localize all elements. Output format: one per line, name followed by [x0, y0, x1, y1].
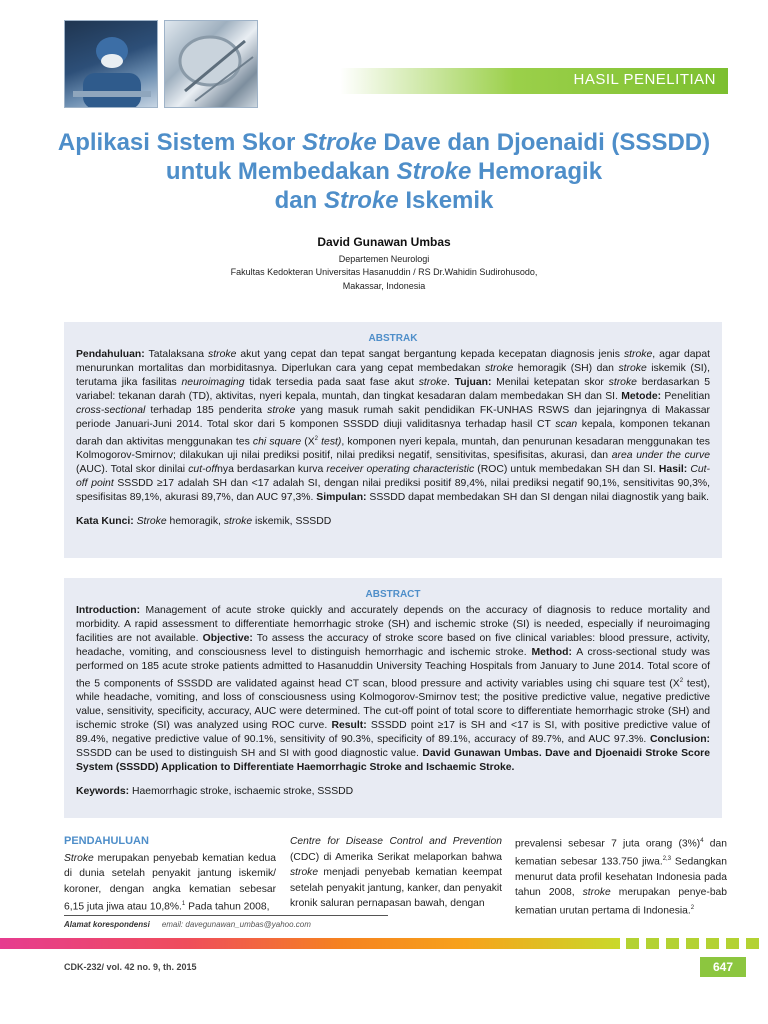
- color-square: [706, 938, 719, 949]
- abstrak-text: Pendahuluan: Tatalaksana stroke akut yang cepat dan tepat sangat bergantung kepada kecepatan diagnosis jenis stroke, agar dapat menurunkan mortalitas dan morbiditasnya. Diperlukan cara yang cepat membedakan stroke hemoragik (SH) dan stroke iskemik (SI), terutama jika fasilitas neuroimaging tidak tersedia pada saat fase akut stroke. Tujuan: Menilai ketepatan skor stroke berdasarkan 5 variabel: tekanan darah (TD), aktivitas, nyeri kepala, muntah, dan tingkat kesadaran dalam membedakan SH dan SI. Metode: Penelitian cross-sectional terhadap 185 penderita stroke yang masuk rumah sakit pendidikan FK-UNHAS RSWS dan jejaringnya di Makassar periode Januari-Juni 2014. Total skor dari 5 komponen SSSDD diuji validitasnya terhadap hasil CT scan kepala, komponen tekanan darah dan aktivitas menggunakan tes chi square ($X^2$ test), komponen nyeri kepala, muntah, dan penurunan kesadaran menggunakan tes Kolmogorov-Smirnov; dilakukan uji nilai prediksi positif, nilai prediksi negatif, sensitivitas, spesifisitas, akurasi, dan area under the curve (AUC). Total skor dinilai cut-offnya berdasarkan kurva receiver operating characteristic (ROC) untuk membedakan SH dan SI. Hasil: Cut-off point SSSDD ≥17 adalah SH dan <17 adalah SI, dengan nilai prediksi positif 89,4%, nilai prediksi negatif 90,1%, sensitivitas 90,3%, spesifisitas 89,1%, akurasi 89,7%, dan AUC 97,3%. Simpulan: SSSDD dapat membedakan SH dan SI dengan nilai diagnostik yang baik.: [76, 349, 711, 504]
- abstrak-box: [64, 322, 722, 558]
- surgeon-photo: [64, 20, 158, 108]
- body-column-3: prevalensi sebesar 7 juta orang $(3\%)^4$ dan kematian sebesar 133.750 jiwa.$^{2,3}$ Sedangkan menurut data profil kesehatan Indonesia pada tahun 2008, stroke merupakan penye-bab kematian urutan pertama di Indonesia.$^2$: [515, 838, 727, 917]
- article-title: Aplikasi Sistem Skor Stroke Dave dan Djoenaidi (SSSDD) untuk Membedakan Stroke Hemoragik dan Stroke Iskemik: [57, 129, 711, 214]
- author-name: David Gunawan Umbas: [317, 235, 451, 249]
- section-heading: PENDAHULUAN: [64, 835, 149, 847]
- color-square: [726, 938, 739, 949]
- color-square: [646, 938, 659, 949]
- correspondence: Alamat korespondensi email: davegunawan_umbas@yahoo.com: [64, 920, 311, 929]
- color-strip: [0, 938, 620, 949]
- body-column-1: PENDAHULUAN Stroke merupakan penyebab kematian kedua di dunia setelah penyakit jantung iskemik/ koroner, dengan angka kematian sebesar 6,15 juta jiwa atau 10,8%.$^1$ Pada tahun 2008,: [64, 835, 276, 913]
- correspondence-divider: [64, 915, 388, 916]
- abstract-keywords: Keywords: Haemorrhagic stroke, ischaemic stroke, SSSDD: [76, 786, 354, 798]
- journal-footer: CDK-232/ vol. 42 no. 9, th. 2015: [64, 962, 197, 972]
- author-city: Makassar, Indonesia: [342, 281, 426, 291]
- page-number: 647: [700, 957, 746, 977]
- color-square: [686, 938, 699, 949]
- abstrak-keywords: Kata Kunci: Stroke hemoragik, stroke iskemik, SSSDD: [76, 516, 332, 528]
- color-square: [746, 938, 759, 949]
- surgical-instruments-photo: [164, 20, 258, 108]
- author-faculty: Fakultas Kedokteran Universitas Hasanuddin / RS Dr.Wahidin Sudirohusodo,: [230, 267, 538, 277]
- abstract-box: [64, 578, 722, 818]
- body-column-2: Centre for Disease Control and Prevention (CDC) di Amerika Serikat melaporkan bahwa stroke menjadi penyebab kematian keempat setelah penyakit jantung, kanker, dan penyakit kronik saluran pernapasan bawah, dengan: [290, 836, 502, 909]
- correspondence-email[interactable]: email: davegunawan_umbas@yahoo.com: [161, 920, 311, 929]
- abstrak-heading: ABSTRAK: [368, 333, 418, 344]
- section-banner: [340, 68, 728, 94]
- section-label: HASIL PENELITIAN: [573, 71, 716, 88]
- color-square: [666, 938, 679, 949]
- author-department: Departemen Neurologi: [338, 254, 430, 264]
- color-square: [626, 938, 639, 949]
- abstract-heading: ABSTRACT: [365, 589, 421, 600]
- abstract-text: Introduction: Management of acute stroke quickly and accurately depends on the accuracy of diagnosis to reduce mortality and morbidity. A rapid assessment to differentiate hemorrhagic stroke (SH) and ischemic stroke (SI) is needed, especially if neuroimaging facilities are not available. Objective: To assess the accuracy of stroke score based on five clinical variables: blood pressure, activity, headache, vomiting, and consciousness level to distinguish hemorrhagic and ischemic stroke. Method: A cross-sectional study was performed on 185 acute stroke patients admitted to Hasanuddin University Teaching Hospitals from January to June 2014. Total score of the 5 components of SSSDD are validated against head CT scan, blood pressure and activity variables using chi square test ($X^2$ test), while headache, vomiting, and loss of consciousness using Kolmogorov-Smirnov test; the positive predictive value, negative predictive value, sensitivity, specificity, accuracy, AUC were determined. The cut-off point of total score to differentiate hemorrhagic stroke (SH) and ischemic stroke (SI) was analyzed using ROC curve. Result: SSSDD point ≥17 is SH and <17 is SI, with positive predictive value of 89.4%, negative predictive value of 90.1%, sensitivity of 90.3%, specificity of 89.1%, accuracy of 89.7%, and AUC 97.3%. Conclusion: SSSDD can be used to distinguish SH and SI with good diagnostic value. David Gunawan Umbas. Dave and Djoenaidi Stroke Score System (SSSDD) Application to Differentiate Haemorrhagic Stroke and Ischaemic Stroke.: [76, 605, 710, 774]
